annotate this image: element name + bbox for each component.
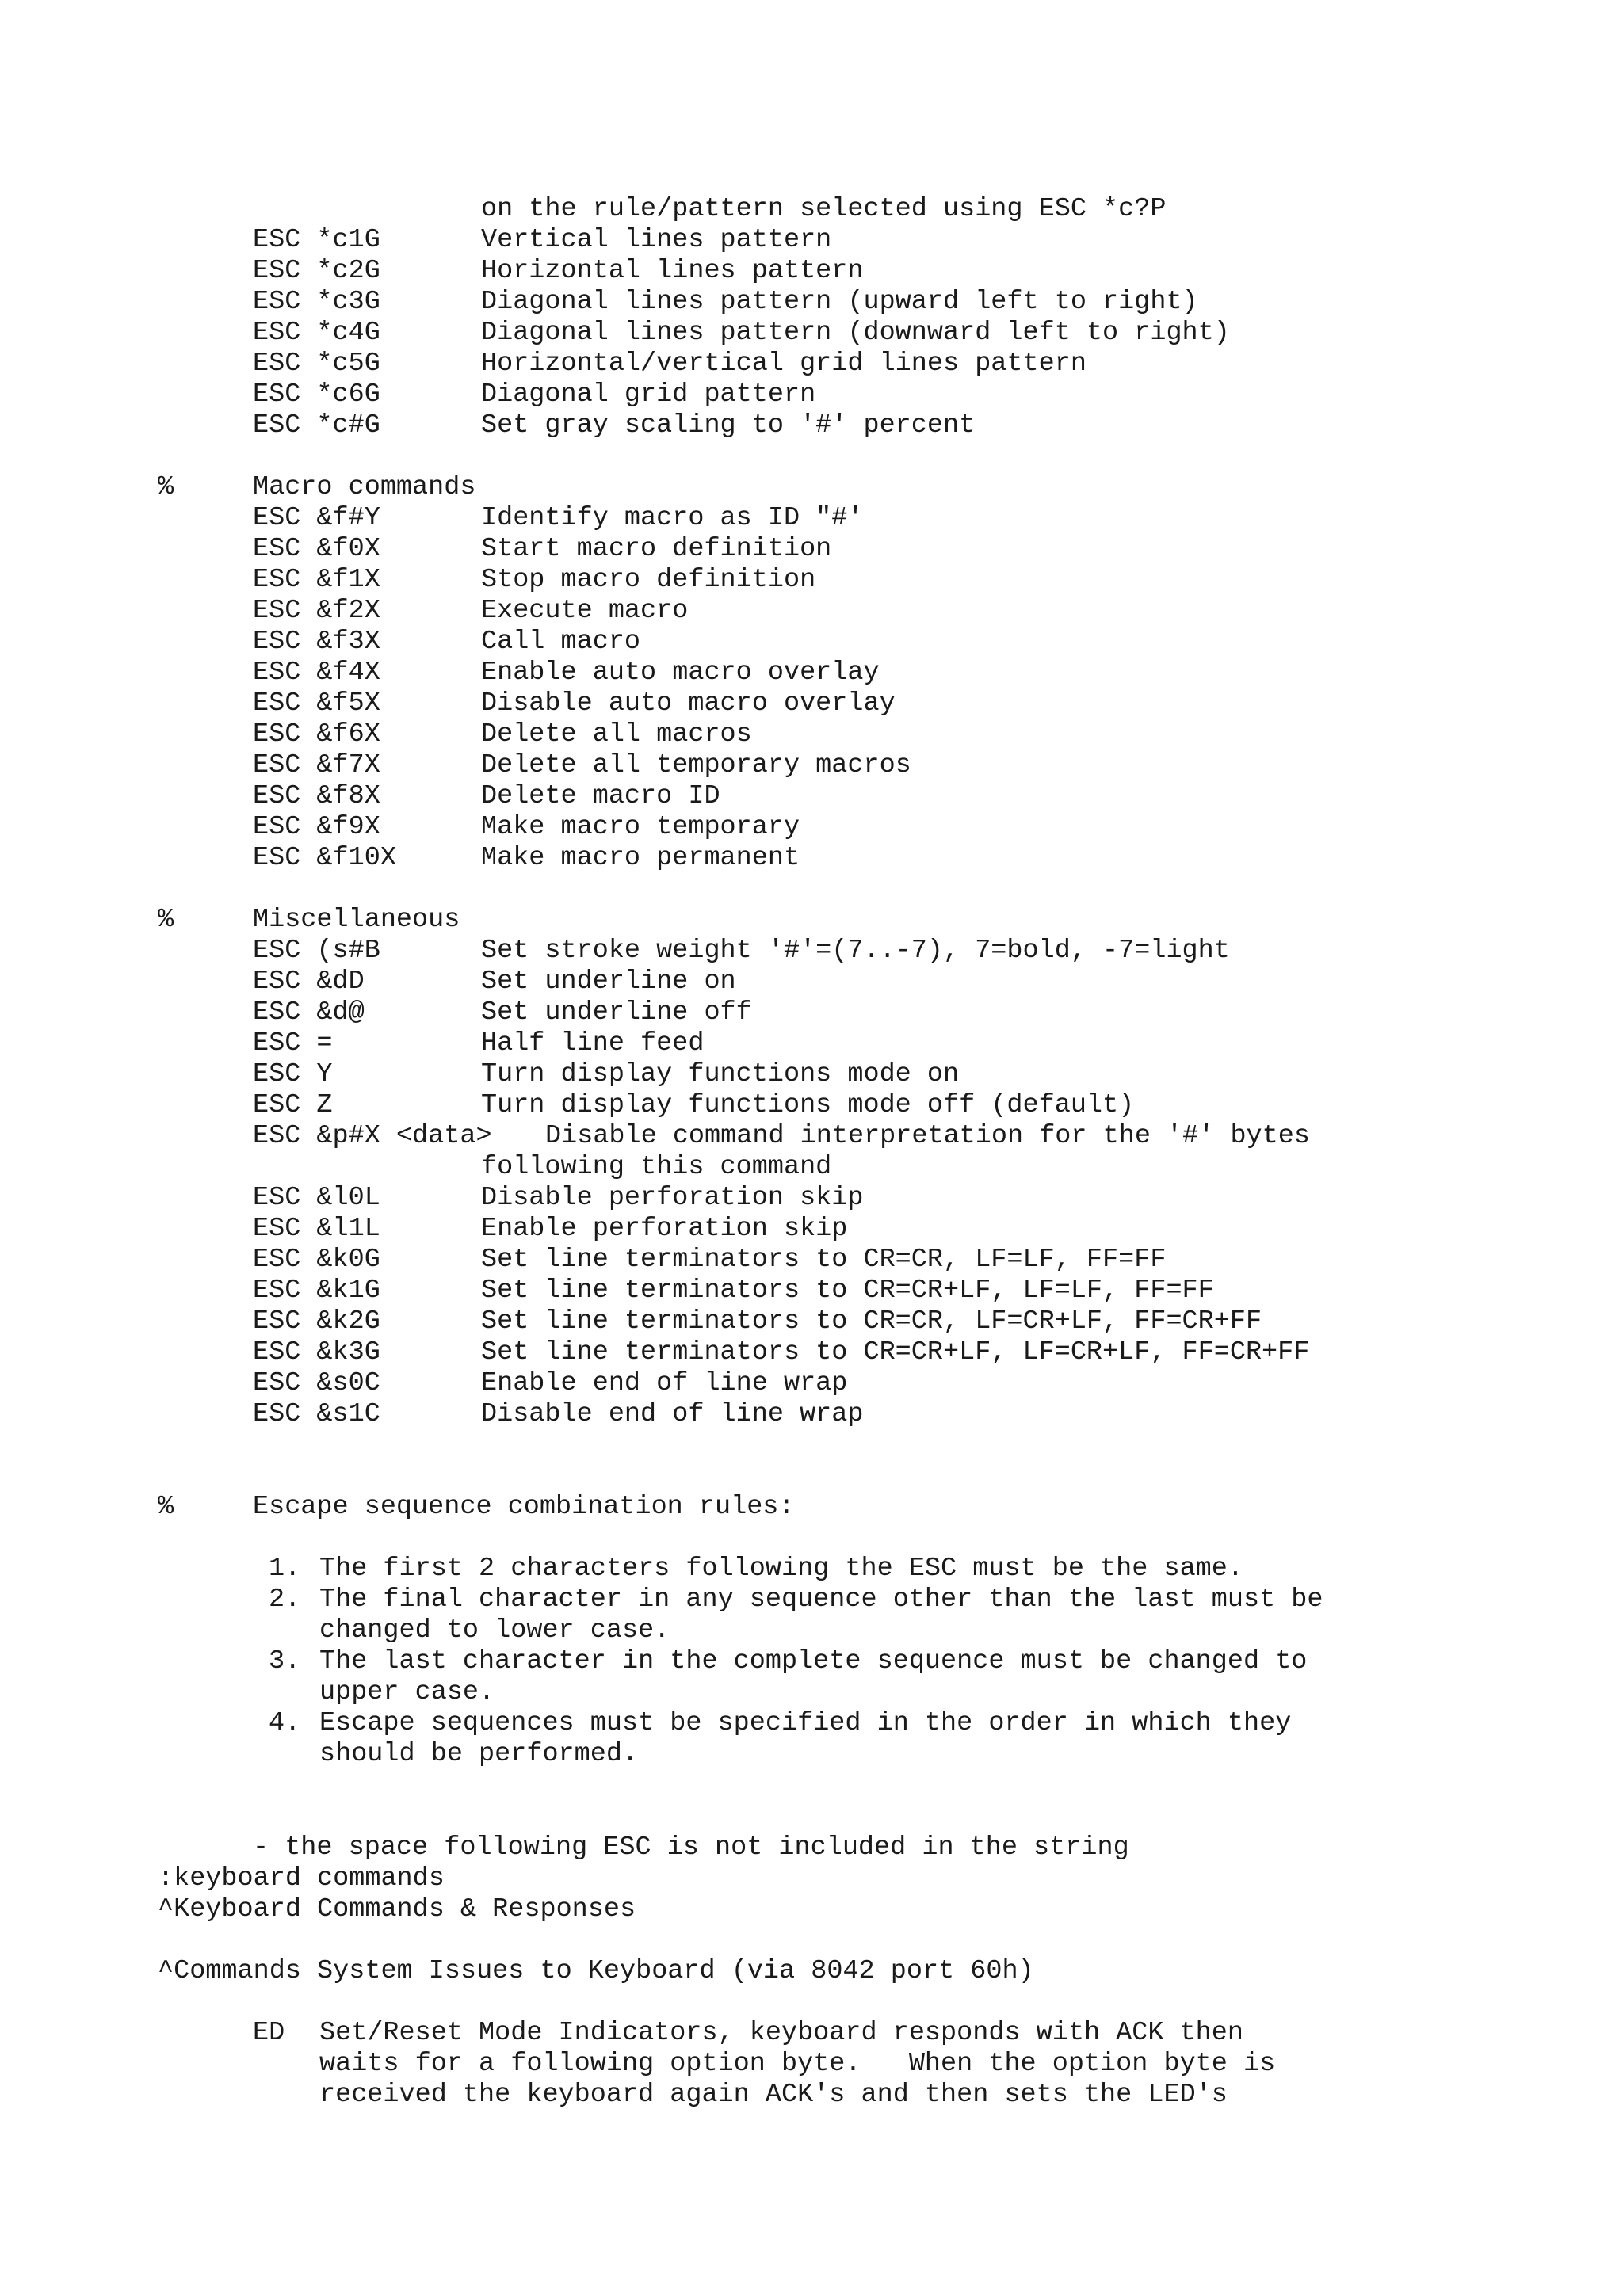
rule-text: upper case. (319, 1677, 495, 1707)
ed-row (0, 2018, 1243, 2049)
command-description: Enable auto macro overlay (481, 658, 880, 688)
section-marker: % (158, 905, 174, 935)
command-code: ED (253, 2018, 285, 2048)
section-heading: Macro commands (253, 472, 476, 502)
ed-row-continuation (0, 2080, 1228, 2111)
subtitle-line (0, 1956, 1034, 1987)
misc-row (0, 997, 752, 1028)
macro-row (0, 688, 896, 719)
rule-text: The last character in the complete sequence must be changed to (319, 1646, 1308, 1676)
command-code: ESC &f1X (253, 565, 380, 595)
command-code: ESC &f6X (253, 719, 380, 749)
command-description: Set underline on (481, 967, 736, 997)
macro-row (0, 781, 720, 812)
command-code: ESC &f5X (253, 688, 380, 719)
command-code: ESC Z (253, 1090, 333, 1120)
command-description: Make macro permanent (481, 843, 800, 873)
command-code: ESC &d@ (253, 997, 365, 1028)
note-line (0, 1833, 1129, 1863)
topic-text: :keyboard commands (158, 1863, 445, 1894)
command-description: Start macro definition (481, 534, 832, 564)
command-code: ESC &f0X (253, 534, 380, 564)
command-code: ESC &f8X (253, 781, 380, 811)
note-text: - the space following ESC is not included in the string (253, 1833, 1129, 1863)
macro-row (0, 503, 864, 534)
command-code: ESC (s#B (253, 936, 380, 966)
misc-row (0, 1214, 848, 1245)
command-description: Vertical lines pattern (481, 225, 832, 255)
topic-line (0, 1863, 445, 1894)
command-description: Set/Reset Mode Indicators, keyboard responds with ACK then (319, 2018, 1243, 2048)
command-code: ESC &f4X (253, 658, 380, 688)
command-description: Enable end of line wrap (481, 1368, 848, 1398)
command-description: received the keyboard again ACK's and then sets the LED's (319, 2080, 1228, 2110)
rule-item-continuation (0, 1677, 495, 1708)
macro-row (0, 750, 911, 781)
rule-item-continuation (0, 1615, 670, 1646)
command-code: ESC *c5G (253, 349, 380, 379)
misc-row (0, 1337, 1310, 1368)
command-code: ESC *c#G (253, 410, 380, 441)
misc-row (0, 1090, 1135, 1121)
command-description: Disable end of line wrap (481, 1399, 864, 1429)
command-description: Turn display functions mode on (481, 1059, 960, 1089)
command-description: Diagonal grid pattern (481, 379, 816, 410)
macro-row (0, 596, 689, 627)
rule-number: 1. (269, 1554, 301, 1584)
rule-text: changed to lower case. (319, 1615, 670, 1646)
command-description: Half line feed (481, 1028, 705, 1058)
rule-item (0, 1708, 1292, 1739)
command-description: Disable auto macro overlay (481, 688, 896, 719)
command-code: ESC &l1L (253, 1214, 380, 1244)
macro-row (0, 843, 800, 874)
section-heading-line (0, 472, 476, 503)
misc-row (0, 1028, 705, 1059)
command-code: ESC *c1G (253, 225, 380, 255)
rule-text: Escape sequences must be specified in the order in which they (319, 1708, 1292, 1738)
pattern-row (0, 379, 816, 410)
command-description: Delete all temporary macros (481, 750, 911, 780)
command-description: Set line terminators to CR=CR, LF=LF, FF=FF (481, 1245, 1167, 1275)
command-description: Set line terminators to CR=CR, LF=CR+LF, FF=CR+FF (481, 1306, 1262, 1337)
command-code: ESC &f2X (253, 596, 380, 626)
misc-row (0, 1368, 848, 1399)
pattern-row (0, 349, 1086, 379)
command-description: Disable perforation skip (481, 1183, 864, 1213)
command-description: Enable perforation skip (481, 1214, 848, 1244)
command-code: ESC &f#Y (253, 503, 380, 533)
macro-row (0, 812, 800, 843)
command-description: Diagonal lines pattern (downward left to right) (481, 318, 1230, 348)
command-description: Execute macro (481, 596, 689, 626)
command-description: Set line terminators to CR=CR+LF, LF=LF, FF=FF (481, 1276, 1214, 1306)
rule-item (0, 1585, 1323, 1615)
section-heading-line (0, 1492, 795, 1523)
command-code: ESC &p#X <data> (253, 1121, 492, 1151)
command-code: ESC Y (253, 1059, 333, 1089)
section-heading-line (0, 905, 460, 936)
misc-row (0, 1245, 1167, 1276)
pattern-row (0, 256, 864, 287)
pattern-row (0, 225, 832, 256)
title-line (0, 1894, 636, 1925)
macro-row (0, 658, 880, 688)
command-description: Call macro (481, 627, 641, 657)
command-code: ESC &s1C (253, 1399, 380, 1429)
macro-row (0, 719, 752, 750)
command-code: ESC = (253, 1028, 333, 1058)
section-heading: Escape sequence combination rules: (253, 1492, 795, 1522)
command-code: ESC &s0C (253, 1368, 380, 1398)
command-description: Disable command interpretation for the '#' bytes (545, 1121, 1310, 1151)
command-code: ESC &f10X (253, 843, 396, 873)
macro-row (0, 534, 832, 565)
misc-row (0, 1121, 1310, 1152)
command-code: ESC &k3G (253, 1337, 380, 1367)
rule-item-continuation (0, 1739, 639, 1770)
command-code: ESC &k0G (253, 1245, 380, 1275)
pattern-row (0, 318, 1230, 349)
rule-item (0, 1554, 1243, 1585)
command-description: Horizontal/vertical grid lines pattern (481, 349, 1086, 379)
rule-number: 3. (269, 1646, 301, 1676)
misc-row (0, 1059, 960, 1090)
pattern-row (0, 410, 976, 441)
misc-row (0, 936, 1230, 967)
command-code: ESC &k1G (253, 1276, 380, 1306)
macro-row (0, 565, 816, 596)
command-description-continuation: following this command (481, 1152, 832, 1182)
doc-title: ^Keyboard Commands & Responses (158, 1894, 636, 1924)
command-code: ESC &l0L (253, 1183, 380, 1213)
command-description: Set stroke weight '#'=(7..-7), 7=bold, -7=light (481, 936, 1230, 966)
misc-row (0, 967, 736, 997)
command-code: ESC &f7X (253, 750, 380, 780)
command-description: Delete macro ID (481, 781, 720, 811)
misc-row-continuation (0, 1152, 832, 1183)
command-code: ESC &f9X (253, 812, 380, 842)
misc-row (0, 1399, 864, 1430)
command-code: ESC *c6G (253, 379, 380, 410)
section-heading: Miscellaneous (253, 905, 460, 935)
command-description: Delete all macros (481, 719, 752, 749)
command-description: Stop macro definition (481, 565, 816, 595)
command-code: ESC &dD (253, 967, 365, 997)
command-description: Set gray scaling to '#' percent (481, 410, 976, 441)
command-code: ESC *c4G (253, 318, 380, 348)
section-marker: % (158, 472, 174, 502)
rule-text: The first 2 characters following the ESC must be the same. (319, 1554, 1243, 1584)
command-code: ESC *c3G (253, 287, 380, 317)
command-description: Make macro temporary (481, 812, 800, 842)
command-description: Identify macro as ID "#' (481, 503, 864, 533)
doc-subtitle: ^Commands System Issues to Keyboard (via 8042 port 60h) (158, 1956, 1034, 1986)
continuation-text: on the rule/pattern selected using ESC *c?P (481, 194, 1167, 224)
misc-row (0, 1183, 864, 1214)
command-description: Horizontal lines pattern (481, 256, 864, 286)
rule-text: should be performed. (319, 1739, 639, 1769)
ed-row-continuation (0, 2049, 1276, 2080)
command-description: Turn display functions mode off (default) (481, 1090, 1135, 1120)
command-description: waits for a following option byte. When the option byte is (319, 2049, 1276, 2079)
pattern-row (0, 287, 1198, 318)
rule-text: The final character in any sequence other than the last must be (319, 1585, 1323, 1615)
command-description: Set line terminators to CR=CR+LF, LF=CR+LF, FF=CR+FF (481, 1337, 1310, 1367)
pattern-continuation-line (0, 194, 1167, 225)
command-description: Set underline off (481, 997, 752, 1028)
macro-row (0, 627, 641, 658)
rule-number: 2. (269, 1585, 301, 1615)
command-description: Diagonal lines pattern (upward left to right) (481, 287, 1198, 317)
rule-number: 4. (269, 1708, 301, 1738)
command-code: ESC &f3X (253, 627, 380, 657)
command-code: ESC *c2G (253, 256, 380, 286)
rule-item (0, 1646, 1308, 1677)
command-code: ESC &k2G (253, 1306, 380, 1337)
section-marker: % (158, 1492, 174, 1522)
misc-row (0, 1276, 1214, 1306)
misc-row (0, 1306, 1262, 1337)
